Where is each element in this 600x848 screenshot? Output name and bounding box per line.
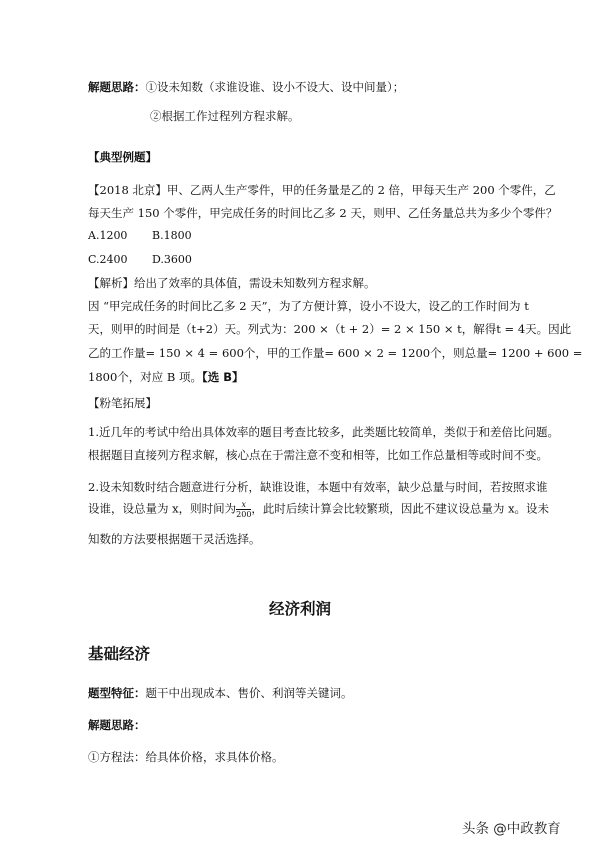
section-approach-label: 解题思路： [88,718,146,732]
fraction-numerator: x [236,500,251,510]
option-c: C.2400 [88,253,128,266]
option-a: A.1200 [88,229,128,242]
approach-step-2: ②根据工作过程列方程求解。 [150,109,300,123]
approach-line-1 [88,79,404,95]
extension-heading: 【粉笔拓展】 [88,396,157,410]
feature-label: 题型特征： [88,686,146,700]
feature-text: 题干中出现成本、售价、利润等关键词。 [145,686,353,700]
option-b: B.1800 [152,229,192,242]
analysis-line-4: 1800个，对应 B 项。 [88,370,203,384]
approach-step-1: ①设未知数（求谁设谁、设小不设大、设中间量）； [145,80,405,94]
extension-2-line-2 [88,500,549,519]
analysis-line-4-row [88,369,244,385]
extension-1-line-1: 1.近几年的考试中给出具体效率的题目考查比较多，此类题比较简单，类似于和差倍比问题。 [88,425,559,439]
watermark: 头条 @中政教育 [462,821,561,837]
analysis-line-1: 因 “甲完成任务的时间比乙多 2 天”，为了方便计算，设小不设大，设乙的工作时间为 t [88,299,529,313]
analysis-intro-line [88,275,376,291]
fraction-denominator: 200 [236,510,252,519]
subsection-title: 基础经济 [88,645,151,663]
question-line-2: 每天生产 150 个零件，甲完成任务的时间比乙多 2 天，则甲、乙任务量总共为多少个零件？ [88,206,558,220]
analysis-label: 【解析】 [88,276,134,290]
extension-2-line-1: 2.设未知数时结合题意进行分析，缺谁设谁，本题中有效率，缺少总量与时间，若按照求谁 [88,480,548,494]
extension-2-line-2-pre: 设谁，设总量为 x，则时间为 [88,501,237,516]
question-line-1: 【2018 北京】甲、乙两人生产零件，甲的任务量是乙的 2 倍，甲每天生产 200 个零件，乙 [88,183,556,197]
example-heading: 【典型例题】 [88,150,157,164]
option-d: D.3600 [152,253,192,266]
feature-line [88,685,353,701]
extension-2-line-3: 知数的方法要根据题干灵活选择。 [88,532,261,546]
answer: 【选 B】 [202,370,244,384]
extension-1-line-2: 根据题目直接列方程求解，核心点在于需注意不变和相等，比如工作总量相等或时间不变。 [88,448,548,462]
analysis-intro: 给出了效率的具体值，需设未知数列方程求解。 [134,276,376,290]
time-fraction [236,500,251,519]
analysis-line-3: 乙的工作量= 150 × 4 = 600个，甲的工作量= 600 × 2 = 1200个，则总量= 1200 + 600 = [88,346,583,360]
approach-label: 解题思路： [88,80,146,94]
method-1: ①方程法：给具体价格，求具体价格。 [88,750,284,764]
extension-2-line-2-post: ，此时后续计算会比较繁琐，因此不建议设总量为 x。设未 [251,501,550,516]
section-title: 经济利润 [268,600,331,618]
analysis-line-2: 天，则甲的时间是（t+2）天。列式为：200 ×（t + 2）= 2 × 150 × t，解得t = 4天。因此 [88,322,572,336]
